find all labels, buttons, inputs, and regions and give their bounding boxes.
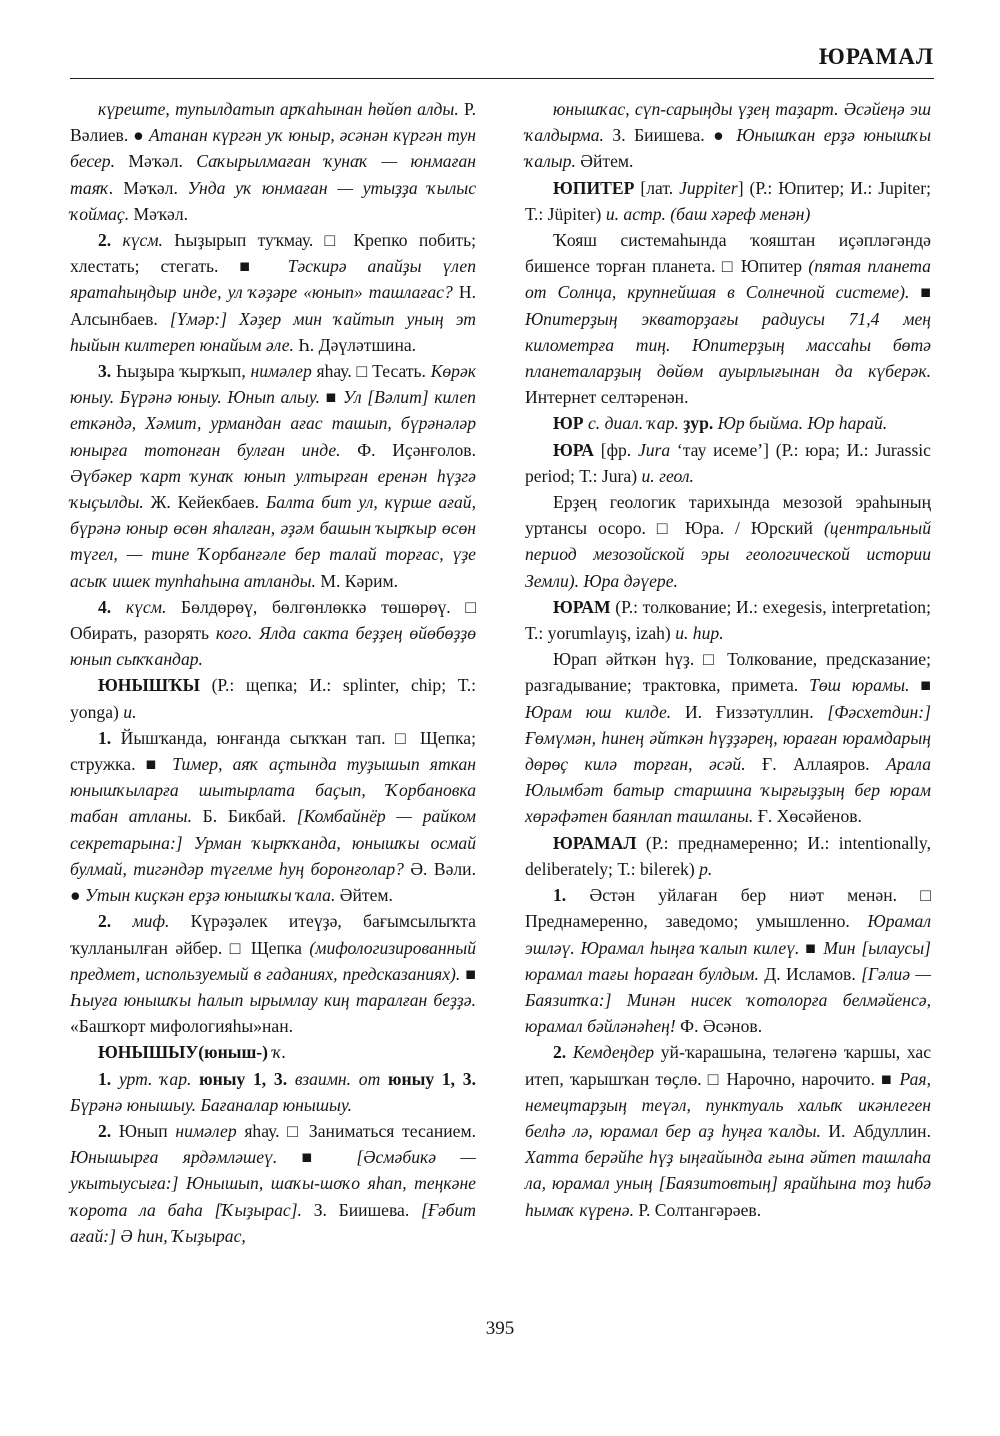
text-run: Юнышырға ярдәмләшеү. <box>70 1147 278 1168</box>
text-run: и. геол. <box>641 465 694 486</box>
entry-headword: ЮРАМ <box>553 596 611 617</box>
text-run: Мәҡәл. <box>113 177 188 198</box>
entry-headword: ЮПИТЕР <box>553 177 635 198</box>
dictionary-paragraph <box>70 672 476 724</box>
dictionary-paragraph <box>525 96 931 175</box>
text-run: «Башҡорт мифологияһы»нан. <box>70 1016 294 1037</box>
text-run: и. астр. (баш хәреф менән) <box>605 203 811 224</box>
text-run: ■ <box>460 963 476 984</box>
text-run: Рая, немецтарҙың теүәл, пунктуаль халыҡ икәнлеген белһә лә, юрамал бер аҙ һуңға ҡалды. <box>525 1068 931 1141</box>
text-run: Тимер, аяҡ аҫтында туҙышып яткан юнышҡыларға шытырлата баҫып, Ҡорбановка табан атланы. <box>70 754 476 827</box>
text-run: Күрәҙәлек итеүҙә, бағымсылыҡта ҡулланылған әйбер. □ Щепка <box>70 911 476 958</box>
text-run: Утын киҫкән ерҙә юнышҡы ҡала. <box>85 885 336 906</box>
text-run: З. Биишева. <box>301 1199 421 1220</box>
dictionary-paragraph <box>525 410 931 436</box>
text-run: 3. <box>98 361 116 382</box>
text-run: Ж. Кейекбаев. <box>143 492 266 513</box>
text-run: ■ <box>909 282 932 303</box>
text-run: Хатта берәйһе һүҙ ыңғайында ғына әйтеп ташлаһа ла, юрамал уның [Баязитовтың] ярайһына тоҙ һибә һымаҡ күренә. <box>525 1147 931 1220</box>
text-run: кого. Ялда сакта беҙҙең өйөбөҙҙө юнып сыҡҡандар. <box>70 623 476 670</box>
text-run: И. Абдуллин. <box>820 1120 931 1141</box>
text-run: Әйтем. <box>335 885 393 906</box>
text-run: яһау. □ Заниматься тесанием. <box>236 1120 477 1141</box>
text-run: Юпитерҙың экваторҙағы радиусы 71,4 мең километрға тиң. Юпитерҙың массаһы бөтә планеталарҙың дөйөм ауырлығынан да күберәк. <box>525 308 931 382</box>
text-run: [Комбайнёр — райком секретарына:] Урман ҡырҡҡанда, юнышҡы осмай булмай, тигәндәр түгелме һуң боронғолар? <box>70 806 476 879</box>
text-run: (мифологизированный предмет, используемый в гаданиях, предсказаниях). <box>70 937 476 984</box>
text-run: күсм. <box>122 230 163 251</box>
text-run: Ул [Вәлит] килеп еткәндә, Хәмит, урмандан ағас ташып, бүрәнәләр юнырға тотонған булған инде. <box>70 387 476 460</box>
text-run: миф. <box>132 911 170 932</box>
text-run: Йышҡанда, юнғанда сыҡҡан тап. □ Щепка; стружка. ■ <box>70 727 476 775</box>
text-run: 2. <box>98 230 123 251</box>
text-run: юныу 1, 3. <box>191 1068 295 1089</box>
dictionary-paragraph <box>70 1066 476 1118</box>
text-run: Р. Вәлиев. ● <box>70 99 476 146</box>
text-run: 1. <box>98 1068 119 1089</box>
entry-headword: ЮНЫШЫУ <box>98 1042 199 1063</box>
text-run: Ә. Вәли. ● <box>70 858 476 906</box>
dictionary-paragraph <box>525 175 931 227</box>
text-run: Көрәк юныу. Бүрәнә юныу. Юнып алыу. <box>70 361 477 408</box>
text-run: Юрап әйткән һүҙ. □ Толкование, предсказание; разгадывание; трактовка, примета. <box>525 649 931 696</box>
text-run: Ерҙең геологик тарихында мезозой эраһының уртансы осоро. □ Юра. / Юрский <box>525 492 931 539</box>
dictionary-paragraph <box>525 437 931 489</box>
text-run: Атанан күргән уҡ юныр, әсәнән күргән тун бесер. <box>70 125 476 172</box>
text-run: [Ғәбит ағай:] Ә һин, Ҡыҙырас, <box>70 1199 476 1246</box>
text-run: Юрам юш килде. <box>525 701 672 722</box>
entry-headword: ЮРАМАЛ <box>553 832 637 853</box>
text-run: Мин [ылаусы] юрамал тағы һораған булдым. <box>525 937 931 984</box>
text-run: [лат. <box>634 177 680 198</box>
text-run: [Гәлиә — Баязитҡа:] Минән нисек ҡотолорға белмәйенсә, юрамал бәйләнәһең! <box>525 963 932 1037</box>
text-run: Юнышҡан ерҙә юнышҡы ҡалыр. <box>525 125 931 172</box>
text-run: [Фәсхетдин:] Ғөмүмән, һинең әйткән һүҙҙәрең, юраған юрамдарың дөрөҫ килә торған, әсәй. <box>525 701 931 775</box>
text-run: Jura <box>637 439 671 460</box>
dictionary-paragraph <box>70 227 476 358</box>
text-run: М. Кәрим. <box>315 570 399 591</box>
dictionary-paragraph <box>70 594 476 673</box>
dictionary-paragraph <box>70 725 476 908</box>
text-run: 2. <box>98 911 133 932</box>
text-run: яһау. □ Тесать. <box>311 361 431 382</box>
text-run: Ф. Әсәнов. <box>675 1016 763 1037</box>
text-run: Саҡырылмаған ҡунаҡ — юнмаған таяҡ. <box>70 151 476 198</box>
text-run: Кемдеңдер <box>572 1042 655 1063</box>
text-run: (Р.: преднамеренно; И.: intentionally, deliberately; Т.: bilerek) <box>525 832 931 879</box>
text-run: Юнып <box>118 1120 176 1141</box>
text-run: Д. Исламов. <box>758 963 862 984</box>
text-run: Мәҡәл. <box>115 151 197 172</box>
text-run: күреште, тупылдатып арҡаһынан һөйөп алды. <box>98 99 459 119</box>
dictionary-paragraph <box>525 227 931 410</box>
text-run: ҙур. <box>678 413 718 434</box>
text-run: 1. <box>98 727 121 748</box>
text-run: Б. Бикбай. <box>192 806 297 827</box>
header-title: ЮРАМАЛ <box>818 44 934 69</box>
dictionary-paragraph <box>70 1118 476 1249</box>
header-rule <box>70 78 934 79</box>
text-run: Ғ. Аллаяров. <box>745 754 886 775</box>
text-run: Р. Солтангәрәев. <box>633 1199 762 1220</box>
text-run: р. <box>699 858 713 879</box>
text-run: Бүрәнә юнышыу. Бағаналар юнышыу. <box>70 1094 353 1115</box>
text-run: (центральный период мезозойской эры геологической истории Земли). Юра дәүере. <box>525 518 931 591</box>
text-run: Тәскирә апайҙы үлеп яратаһыңдыр инде, ул ҡәҙәре «юнып» ташлағас? <box>70 256 476 303</box>
text-run: юнышҡас, сүп-сарыңды үҙең таҙарт. Әсәйеңә эш ҡалдырма. <box>525 99 931 146</box>
dictionary-paragraph <box>525 882 931 1039</box>
dictionary-paragraph <box>70 908 476 1039</box>
right-column <box>525 96 931 1223</box>
text-run: Һ. Дәүләтшина. <box>293 334 417 355</box>
text-run: Балта бит ул, күрше ағай, бүрәнә юныр өсөн яһалған, әҙәм башын ҡырҡыр өсөн түгел, — тине Ҡорбанғәле бер талай торғас, үҙе асыҡ ишек тупһаһына атланды. <box>70 492 477 591</box>
text-run: Ф. Иҫәнғолов. <box>340 439 476 460</box>
text-run: Һыҙыра ҡырҡып, <box>115 361 251 382</box>
text-run: ] (Р.: Юпитер; И.: Jupiter; Т.: Jüpiter) <box>525 177 931 224</box>
dictionary-paragraph <box>525 594 931 646</box>
text-run: 2. <box>98 1120 119 1141</box>
text-run: Интернет селтәренән. <box>525 387 689 408</box>
text-run: 4. <box>98 596 126 617</box>
text-run: (Р.: щепка; И.: splinter, chip; Т.: yonga) <box>70 675 476 722</box>
text-run: Юр быйма. Юр һарай. <box>717 413 888 434</box>
entry-headword: ЮРА <box>553 439 595 460</box>
text-run: ■ <box>320 387 344 408</box>
text-run: [фр. <box>594 439 638 460</box>
text-run: юныу 1, 3. <box>380 1068 476 1089</box>
text-run: Әстән уйлаған бер ниәт менән. □ Преднамеренно, заведомо; умышленно. <box>525 885 931 932</box>
text-run: (юныш-) <box>198 1042 273 1063</box>
text-run: Әйтем. <box>575 151 634 172</box>
dictionary-paragraph <box>525 489 931 594</box>
text-run: Һыуға юнышҡы һалып ырымлау киң таралған беҙҙә. <box>70 989 476 1010</box>
text-run: Ғ. Хөсәйенов. <box>753 806 862 827</box>
text-run: Унда уҡ юнмаған — утыҙҙа ҡылыс ҡоймаҫ. <box>70 177 476 224</box>
text-run: Ҡояш системаһында ҡояштан иҫәпләгәндә бишенсе торған планета. □ Юпитер <box>525 230 931 277</box>
text-run: уй-ҡарашына, теләгенә ҡаршы, хас итеп, ҡарышҡан төҫлө. □ Нарочно, нарочито. ■ <box>525 1042 932 1089</box>
text-run: Бөлдөрөү, бөлгөнлөккә төшөрөү. □ Обирать, разорять <box>70 596 477 644</box>
dictionary-paragraph <box>525 830 931 882</box>
text-run: и. һир. <box>675 623 724 644</box>
text-run: Н. Алсынбаев. <box>70 282 476 329</box>
text-run: ‘тау исеме’] (Р.: юра; И.: Jurassic period; Т.: Jura) <box>525 439 931 486</box>
text-run: Һыҙырып туҡмау. □ Крепко побить; хлестать; стегать. ■ <box>70 230 477 277</box>
dictionary-paragraph <box>70 1039 476 1065</box>
text-run: ■ <box>799 937 824 958</box>
dictionary-paragraph <box>525 646 931 829</box>
text-run: Арала Юлымбәт батыр старшина ҡырғыҙҙың бер юрам хөрәфәтен баянлап ташланы. <box>525 754 931 827</box>
entry-headword: ЮР <box>553 413 584 434</box>
text-run: Juppiter <box>679 177 738 198</box>
text-run: И. Ғиззәтуллин. <box>671 701 828 722</box>
text-run: ■ <box>909 675 931 696</box>
text-run: күсм. <box>125 596 167 617</box>
text-run: (пятая планета от Солнца, крупнейшая в Солнечной системе). <box>525 256 931 303</box>
entry-headword: ЮНЫШҠЫ <box>98 675 200 696</box>
left-column <box>70 96 476 1249</box>
text-run: 1. <box>553 885 590 906</box>
text-run: ■ <box>277 1147 357 1168</box>
text-run: Әүбәкер ҡарт ҡунаҡ юнып ултырған еренән һүҙгә ҡыҫылды. <box>70 465 476 513</box>
text-run: урт. ҡар. <box>118 1068 192 1089</box>
text-run: З. Биишева. ● <box>603 125 737 146</box>
text-run: [Үмәр:] Хәҙер мин ҡайтып уның эт һыйын килтереп юнайым әле. <box>70 308 476 355</box>
page-number: 395 <box>485 1318 515 1339</box>
text-run: и. <box>123 701 137 722</box>
text-run: взаимн. от <box>294 1068 381 1089</box>
text-run: (Р.: толкование; И.: exegesis, interpretation; Т.: yorumlayış, izah) <box>525 596 931 644</box>
dictionary-paragraph <box>70 358 476 594</box>
text-run: с. диал. ҡар. <box>583 413 679 434</box>
text-run: Юрамал эшләү. Юрамал һыңға ҡалып килеү. <box>525 911 931 958</box>
text-run: ҡ. <box>272 1042 287 1063</box>
dictionary-paragraph <box>525 1039 931 1222</box>
text-run: нимәлер <box>175 1120 237 1141</box>
dictionary-paragraph <box>70 96 476 227</box>
text-run: 2. <box>553 1042 573 1063</box>
text-run: нимәлер <box>250 361 312 382</box>
text-run: Мәҡәл. <box>129 203 189 224</box>
text-run: [Әсмәбикә — укытыусыға:] Юнышып, шаҡы-шоҡо яһап, теңкәне ҡорота ла баһа [Ҡыҙырас]. <box>70 1147 476 1220</box>
text-run: Төш юрамы. <box>809 675 910 696</box>
